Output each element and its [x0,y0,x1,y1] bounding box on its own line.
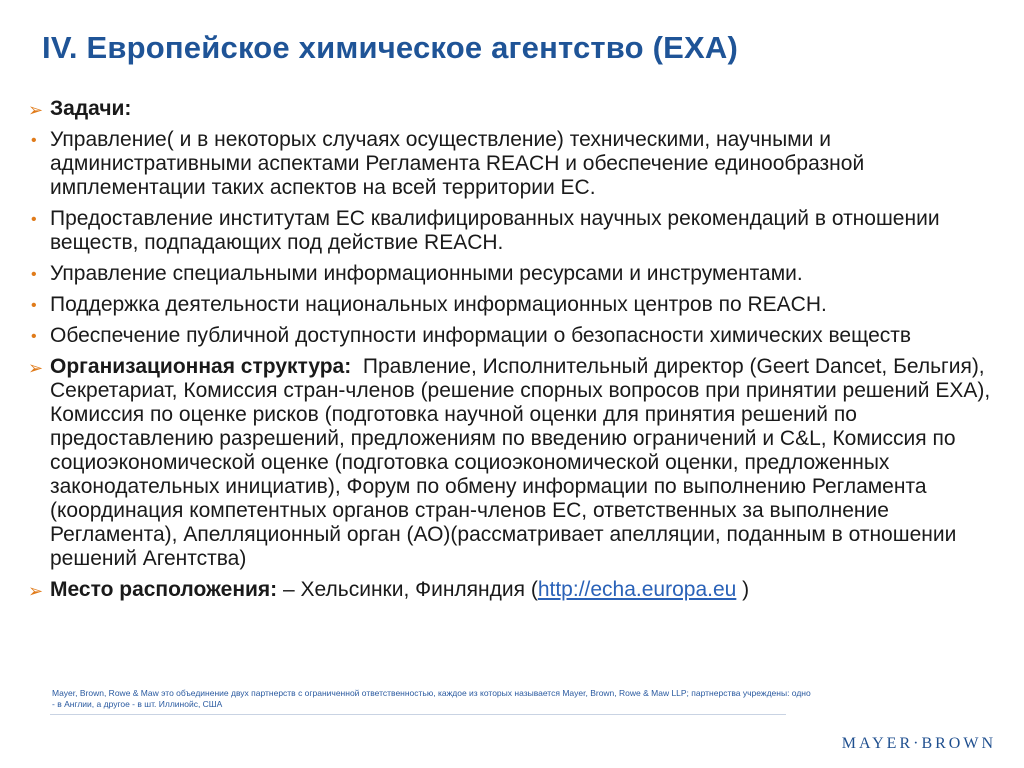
task-text: Управление специальными информационными ресурсами и инструментами. [50,262,803,285]
list-item [28,324,1003,348]
dot-bullet-icon: • [31,297,37,314]
task-text: Предоставление институтам ЕС квалифицированных научных рекомендаций в отношении веществ, подпадающих под действие REACH. [50,207,940,254]
arrow-bullet-icon: ➢ [28,581,44,601]
footer-divider [50,714,786,715]
dot-bullet-icon: • [31,266,37,283]
footer-disclaimer: Mayer, Brown, Rowe & Maw это объединение двух партнерств с ограниченной ответственностью, каждое из которых называется Mayer, Brown, Rowe & Maw LLP; партнерства учреждены: одно - в Англии, а другое - в шт. Иллинойс, США [52,688,811,709]
structure-heading: Организационная структура: [50,355,352,378]
mayer-brown-logo: MAYER·BROWN [841,735,996,752]
dot-bullet-icon: • [31,132,37,149]
location-heading: Место расположения: [50,578,278,601]
echa-link[interactable]: http://echa.europa.eu [537,578,737,601]
list-item [28,128,1003,200]
structure-text: Правление, Исполнительный директор (Geert Dancet, Бельгия), Секретариат, Комиссия стран-членов (решение спорных вопросов при принятии решений ЕХА), Комиссия по оценке рисков (подготовка научной оценки для принятия решений по предоставлению разрешений, предложениям по введению ограничений и C&L, Комиссия по социоэкономической оценке (подготовка социоэкономической оценки, предложенных законодательных инициатив), Форум по обмену информации по выполнению Регламента (координация компетентных органов стран-членов ЕС, ответственных за выполнение Регламента), Апелляционный орган (АО)(рассматривает апелляции, поданным в отношении решений Агентства) [50,355,991,570]
location-text: – Хельсинки, Финляндия ( [283,578,538,601]
structure-row [28,355,1003,571]
page-title: IV. Европейское химическое агентство (ЕХА) [42,30,738,65]
location-suffix: ) [736,578,750,601]
task-text: Поддержка деятельности национальных информационных центров по REACH. [50,293,827,316]
list-item [28,262,1003,286]
dot-bullet-icon: • [31,328,37,345]
location-row [28,578,1003,602]
dot-bullet-icon: • [31,211,37,228]
list-item [28,207,1003,255]
task-text: Обеспечение публичной доступности информации о безопасности химических веществ [50,324,912,347]
arrow-bullet-icon: ➢ [28,100,44,120]
list-item [28,293,1003,317]
arrow-bullet-icon: ➢ [28,358,44,378]
slide-content [28,97,1003,609]
tasks-heading-row [28,97,1003,121]
task-text: Управление( и в некоторых случаях осуществление) техническими, научными и административными аспектами Регламента REACH и обеспечение единообразной имплементации таких аспектов на всей территории ЕС. [50,128,865,199]
tasks-heading: Задачи: [50,97,132,120]
